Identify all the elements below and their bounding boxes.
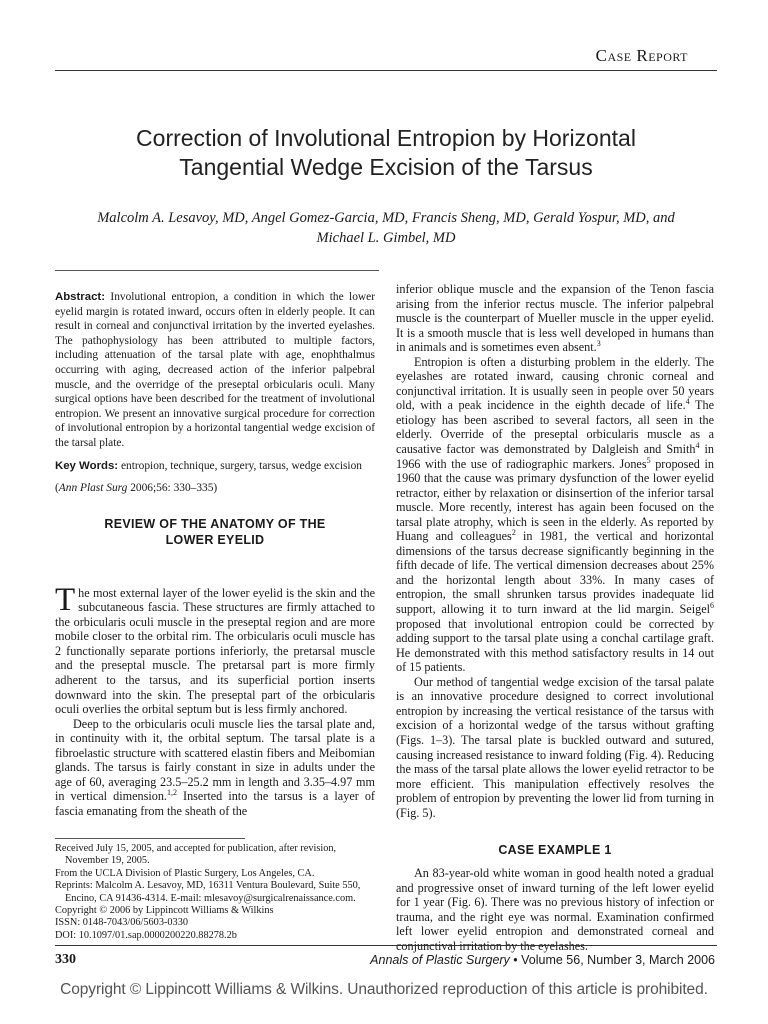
citation: (Ann Plast Surg 2006;56: 330–335) (55, 482, 218, 495)
review-heading-line-1: REVIEW OF THE ANATOMY OF THE (104, 516, 326, 531)
paragraph-text: inferior oblique muscle and the expansion of the Tenon fascia arising from the inferior rectus muscle. The inferior palpebral muscle is the counterpart of Mueller muscle in the upper eyelid. It is a smooth muscle that is less well developed in humans than in animals and is sometimes even absent. (396, 282, 714, 355)
paragraph-text: in 1966 with the use of radiographic markers. Jones (396, 442, 714, 471)
review-body (55, 581, 375, 819)
footer-rule (55, 945, 717, 946)
keywords-text: entropion, technique, surgery, tarsus, wedge excision (120, 459, 362, 472)
reference-superscript: 3 (596, 339, 601, 349)
paragraph (55, 717, 375, 819)
abstract (55, 290, 375, 451)
title-line-2: Tangential Wedge Excision of the Tarsus (179, 154, 593, 180)
paragraph-text: Entropion is often a disturbing problem in the elderly. The eyelashes are rotated inward, causing chronic corneal and conjunctival irritation. It is usually seen in people over 50 years old, with a peak incidence in the eighth decade of life. (396, 354, 714, 413)
page-number: 330 (55, 952, 76, 967)
section-heading-review (55, 516, 375, 548)
right-column (396, 282, 714, 954)
footnote-reprints: Reprints: Malcolm A. Lesavoy, MD, 16311 Ventura Boulevard, Suite 550, Encino, CA 91436-4314. E-mail: mlesavoy@surgicalrenaissance.com. (55, 880, 361, 904)
citation-journal: Ann Plast Surg (58, 482, 128, 495)
header-rule (55, 70, 717, 71)
left-column (55, 290, 375, 818)
abstract-text: Involutional entropion, a condition in which the lower eyelid margin is rotated inward, occurs often in elderly people. It can result in corneal and conjunctival irritation by the inverted eyelashes. The pathophysiology has been attributed to multiple factors, including attenuation of the tarsal plate with age, enophthalmus occurring with aging, decreased action of the inferior palpebral muscle, and the overridge of the preseptal orbicularis oculi. Many surgical options have been described for the treatment of involutional entropion. We present an innovative surgical procedure for correction of involutional entropion by a horizontal tangential wedge excision of the tarsal plate. (55, 291, 375, 449)
article-type-label: Case Report (595, 46, 688, 65)
keywords (55, 459, 375, 474)
drop-cap: T (55, 581, 76, 618)
footnote-doi: DOI: 10.1097/01.sap.0000200220.88278.2b (55, 929, 237, 941)
abstract-rule (55, 270, 379, 271)
paragraph (396, 675, 714, 820)
footnote-copyright: Copyright © 2006 by Lippincott Williams & Wilkins (55, 905, 274, 917)
authors-line-2: Michael L. Gimbel, MD (316, 230, 456, 246)
reference-superscript: 6 (710, 600, 714, 610)
footnote-rule (55, 838, 245, 839)
journal-issue: • Volume 56, Number 3, March 2006 (513, 953, 715, 967)
paragraph-text: proposed that involutional entropion could be corrected by adding support to the tarsal plate using a conchal cartilage graft. He demonstrated with this method satisfactory results in 14 out of 15 patients. (396, 616, 714, 675)
authors-line-1: Malcolm A. Lesavoy, MD, Angel Gomez-Garcia, MD, Francis Sheng, MD, Gerald Yospur, MD, and (97, 210, 675, 226)
paragraph-text: he most external layer of the lower eyelid is the skin and the subcutaneous fascia. These structures are firmly attached to the orbicularis oculi muscle in the preseptal region and are more mobile closer to the orbital rim. The orbicularis oculi muscle has 2 functionally separate portions inferiorly, the pretarsal muscle and the preseptal muscle. The pretarsal part is more firmly adherent to the tarsus, and its superficial portion inserts downward into the skin. The preseptal part of the orbicularis oculi overlies the orbital septum but is less firmly anchored. (55, 585, 375, 717)
abstract-label: Abstract: (55, 291, 106, 303)
copyright-notice: Copyright © Lippincott Williams & Wilkins. Unauthorized reproduction of this article is prohibited. (60, 981, 708, 998)
journal-name: Annals of Plastic Surgery (370, 953, 510, 967)
journal-running-footer (370, 953, 715, 967)
paragraph-text: Inserted into the tarsus is a layer of fascia emanating from the sheath of the (55, 789, 375, 818)
paragraph-text: in 1981, the vertical and horizontal dimensions of the tarsus decrease significantly beginning in the fifth decade of life. The vertical dimension decreases about 25% and the horizontal length about 33%. In many cases of entropion, the small shrunken tarsus provides inadequate lid support, allowing it to turn inward at the lid margin. Seigel (396, 529, 714, 617)
footnotes (55, 843, 377, 942)
paragraph (396, 866, 714, 953)
article-title (55, 124, 717, 182)
reference-superscript: 4 (695, 440, 700, 450)
keywords-label: Key Words: (55, 459, 119, 472)
title-line-1: Correction of Involutional Entropion by Horizontal (136, 125, 636, 151)
citation-details: 2006;56: 330–335) (130, 482, 218, 495)
section-heading-case: CASE EXAMPLE 1 (498, 843, 612, 858)
paragraph (396, 282, 714, 355)
reference-superscript: 2 (511, 528, 516, 538)
reference-superscript: 1,2 (166, 788, 177, 798)
review-heading-line-2: LOWER EYELID (165, 532, 265, 547)
paragraph (396, 355, 714, 675)
paragraph-text: proposed in 1960 that the cause was primary dysfunction of the lower eyelid retractor, either by relaxation or disinsertion of the inferior tarsal muscle. More recently, interest has again been focused on the tarsal plate atrophy, which is seen in the elderly. As reported by Huang and colleagues (396, 456, 714, 544)
footnote-received: Received July 15, 2005, and accepted for publication, after revision, November 19, 2005. (55, 843, 337, 867)
paragraph-text: An 83-year-old white woman in good health noted a gradual and progressive onset of inward turning of the left lower eyelid for 1 year (Fig. 6). There was no previous history of infection or trauma, and the right eye was normal. Examination confirmed left lower eyelid entropion and demonstrated corneal and conjunctival irritation by the eyelashes. (396, 866, 714, 953)
reference-superscript: 4 (685, 397, 690, 407)
paragraph-text: Our method of tangential wedge excision of the tarsal palate is an innovative procedure designed to correct involutional entropion by increasing the vertical resistance of the tarsus with excision of a horizontal wedge of the tarsus without grafting (Figs. 1–3). The tarsal plate is buckled outward and sutured, causing increased resistance to inward folding (Fig. 4). Reducing the mass of the tarsal plate allows the lower eyelid retractor to be more efficient. This manipulation effectively resolves the problem of entropion by preventing the lower lid from turning in (Fig. 5). (396, 674, 714, 820)
paragraph (55, 581, 375, 717)
author-list (55, 208, 717, 248)
reference-superscript: 5 (646, 455, 651, 465)
paragraph-text: Deep to the orbicularis oculi muscle lies the tarsal plate and, in continuity with it, the orbital septum. The tarsal plate is a fibroelastic structure with scattered elastin fibers and Meibomian glands. The tarsus is fairly constant in size in adults under the age of 60, averaging 23.5–25.2 mm in length and 3.35–4.97 mm in vertical dimension. (55, 716, 375, 804)
paragraph-text: The etiology has been ascribed to several factors, all seen in the elderly. Override of the preseptal orbicularis muscle as a causative factor was demonstrated by Dalgleish and Smith (396, 398, 714, 457)
footnote-affiliation: From the UCLA Division of Plastic Surgery, Los Angeles, CA. (55, 867, 315, 879)
footnote-issn: ISSN: 0148-7043/06/5603-0330 (55, 917, 189, 929)
